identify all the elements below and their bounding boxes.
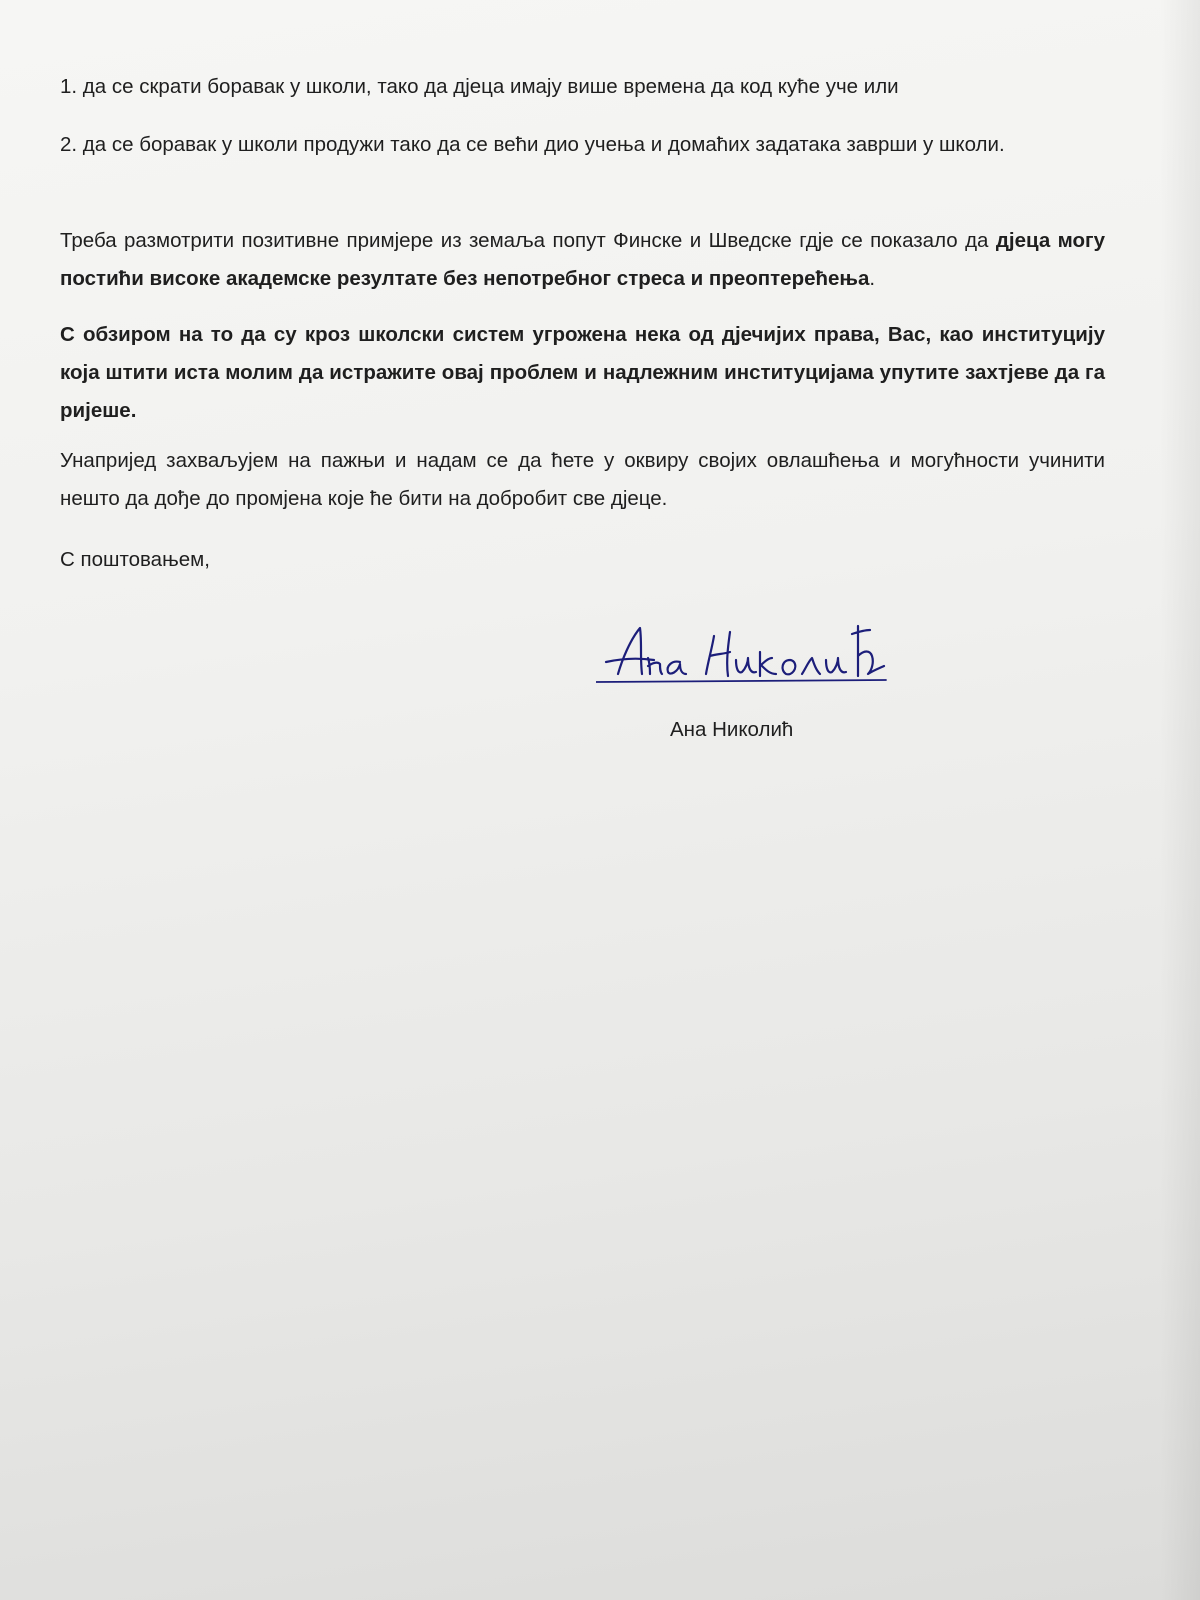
paragraph-examples-period: . <box>869 267 876 290</box>
paragraph-examples-text: Треба размотрити позитивне примјере из земаља попут Финске и Шведске гдје се показало да <box>60 229 996 252</box>
paragraph-request: С обзиром на то да су кроз школски систем угрожена нека од дјечијих права, Вас, као институцију која штити иста молим да истражите овај проблем и надлежним институцијама упутите захтјеве да га ријеше. <box>60 323 1105 422</box>
paragraph-thanks: Унапријед захваљујем на пажњи и надам се да ћете у оквиру својих овлашћења и могућности учинити нешто да дође до промјена које ће бити на добробит све дјеце. <box>60 449 1105 510</box>
list-item-1: 1. да се скрати боравак у школи, тако да дјеца имају више времена да код куће уче или <box>60 75 899 98</box>
list-item-2: 2. да се боравак у школи продужи тако да се већи дио учења и домаћих задатака заврши у школи. <box>60 133 1005 156</box>
paragraph-examples-emphasis: дјеца могу постићи високе академске резултате без непотребног стреса и преоптерећења <box>60 229 1105 290</box>
signer-name: Ана Николић <box>670 718 794 741</box>
handwritten-signature <box>596 618 906 698</box>
paragraph-examples <box>60 222 1105 298</box>
closing-salutation: С поштовањем, <box>60 548 210 571</box>
